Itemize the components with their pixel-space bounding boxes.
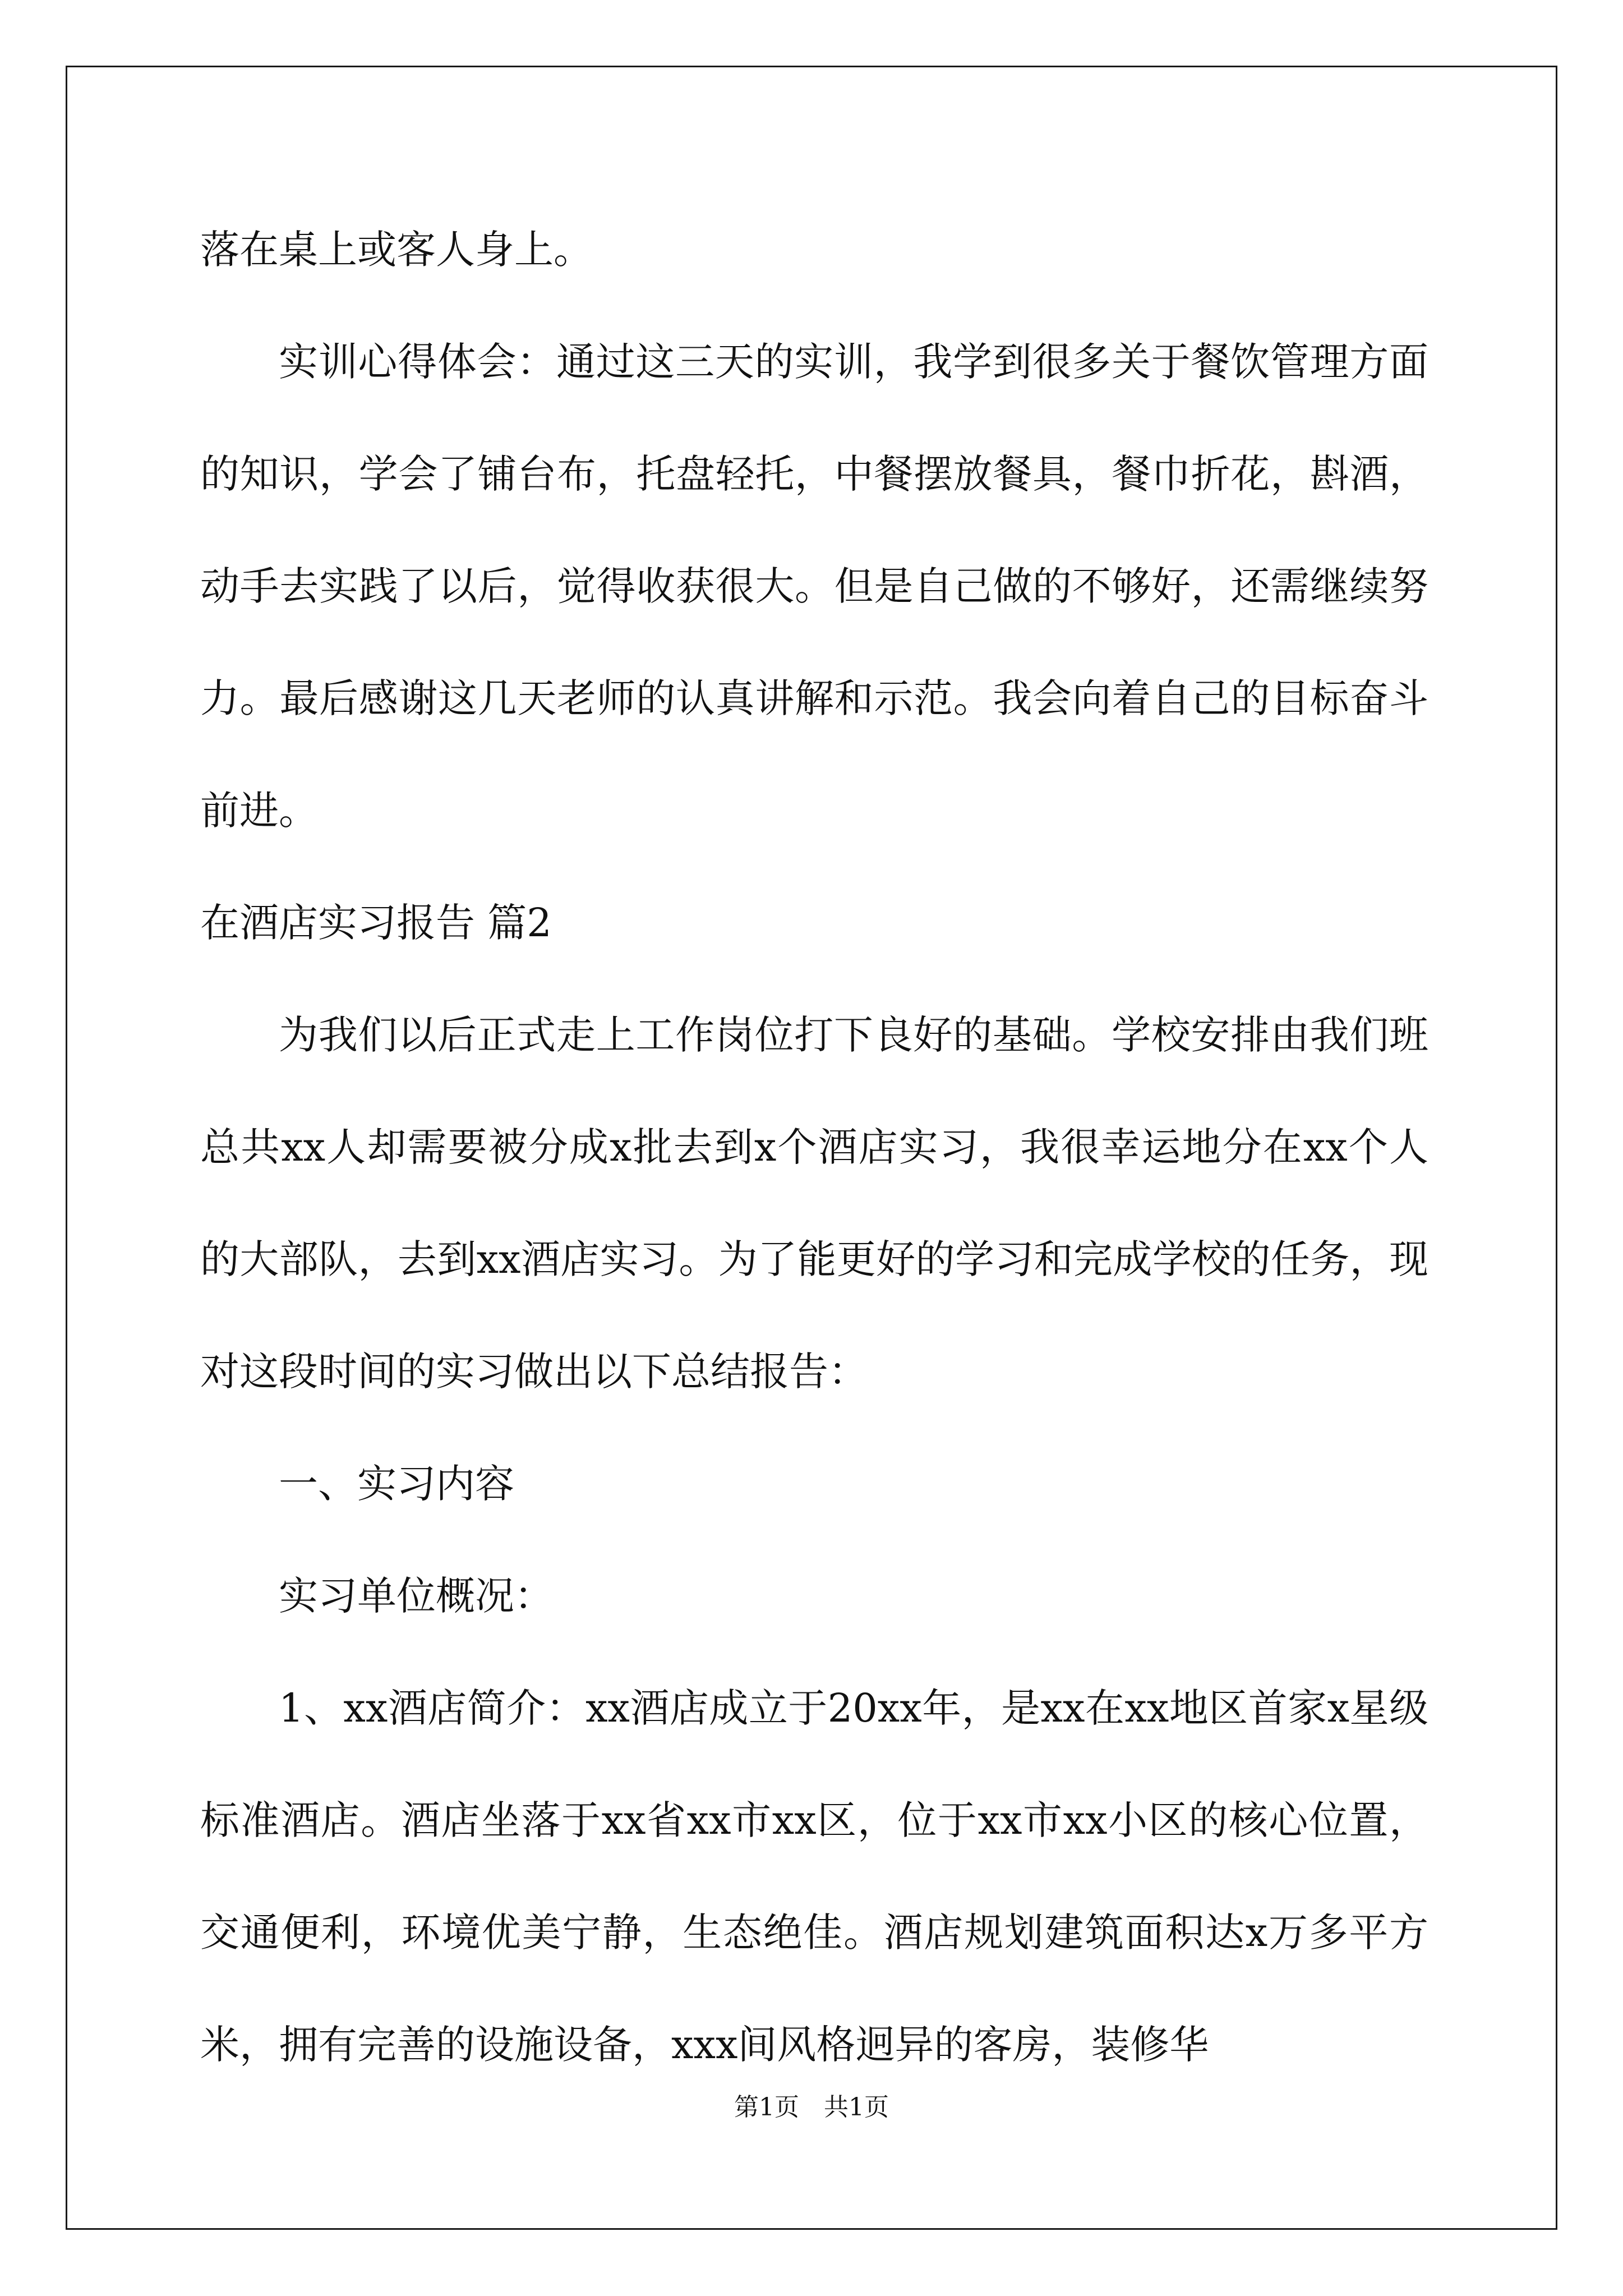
paragraph-training-reflection: 实训心得体会：通过这三天的实训，我学到很多关于餐饮管理方面的知识，学会了铺台布，托盘轻托，中餐摆放餐具，餐巾折花，斟酒，动手去实践了以后，觉得收获很大。但是自己做的不够好，还需继续努力。最后感谢这几天老师的认真讲解和示范。我会向着自己的目标奋斗前进。 [200, 339, 1428, 834]
subheading-internship-content: 一、实习内容 [279, 1461, 514, 1507]
document-body [200, 194, 1428, 2101]
subheading-unit-overview: 实习单位概况： [279, 1573, 554, 1619]
continuation-line: 落在桌上或客人身上。 [200, 227, 593, 273]
section-title: 在酒店实习报告 篇2 [200, 900, 552, 946]
page-footer: 第1页 共1页 [734, 2093, 889, 2122]
paragraph-hotel-intro: 1、xx酒店简介：xx酒店成立于20xx年，是xx在xx地区首家x星级标准酒店。酒店坐落于xx省xx市xx区，位于xx市xx小区的核心位置，交通便利，环境优美宁静，生态绝佳。酒店规划建筑面积达x万多平方米，拥有完善的设施设备，xxx间风格迥异的客房，装修华 [200, 1685, 1428, 2068]
paragraph-internship-intro: 为我们以后正式走上工作岗位打下良好的基础。学校安排由我们班总共xx人却需要被分成x批去到x个酒店实习，我很幸运地分在xx个人的大部队，去到xx酒店实习。为了能更好的学习和完成学校的任务，现对这段时间的实习做出以下总结报告： [200, 1012, 1428, 1395]
